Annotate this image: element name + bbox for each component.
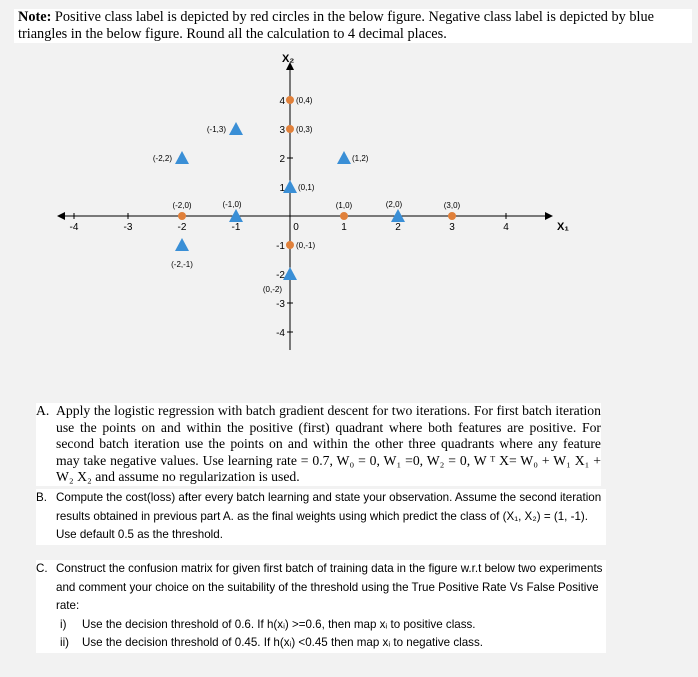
- point-label: (0,-1): [296, 241, 316, 250]
- y-tick-label: -4: [276, 328, 285, 339]
- x-tick-label: 2: [395, 222, 401, 233]
- point-label: (1,2): [352, 154, 369, 163]
- point-label: (-2,2): [152, 154, 172, 163]
- x-tick-label: 3: [449, 222, 455, 233]
- x-tick-label: -1: [231, 222, 241, 233]
- negative-point-marker: [175, 151, 189, 164]
- section-c-item-text: Use the decision threshold of 0.45. If h(xᵢ) <0.45 then map xᵢ to negative class.: [82, 636, 483, 649]
- x-tick-label: 0: [293, 222, 299, 233]
- note-label: Note:: [18, 9, 52, 25]
- positive-point-marker: [286, 241, 294, 249]
- section-c-item: [56, 634, 606, 653]
- section-b-text: Compute the cost(loss) after every batch learning and state your observation. Assume the second iteration results obtained in previous part A. as the final weights using which predict the class of (X₁, X₂) = (1, -1). Use default 0.5 as the threshold.: [56, 491, 602, 541]
- section-c-item-number: ii): [60, 636, 70, 649]
- section-c-letter: C.: [36, 562, 48, 575]
- x-tick-label: 4: [503, 222, 509, 233]
- x-tick-label: -3: [123, 222, 133, 233]
- positive-point-marker: [340, 212, 348, 220]
- point-label: (0,4): [296, 96, 313, 105]
- note-paragraph: [14, 9, 692, 43]
- section-c: [36, 560, 606, 653]
- point-label: (0,1): [298, 183, 315, 192]
- points-group: [153, 96, 461, 294]
- section-b: [36, 489, 606, 545]
- y-tick-label: 1: [279, 183, 285, 194]
- y-tick-label: 3: [279, 125, 285, 136]
- negative-point-marker: [283, 180, 297, 193]
- positive-point-marker: [286, 125, 294, 133]
- scatter-figure: [10, 48, 610, 378]
- x-tick-label: -4: [69, 222, 79, 233]
- point-label: (-2,0): [172, 201, 192, 210]
- x-axis-label: X₁: [557, 221, 569, 233]
- section-c-text: Construct the confusion matrix for given first batch of training data in the figure w.r.t below two experiments and comment your choice on the suitability of the threshold using the True Positive Rate Vs False Positive rate:: [56, 562, 603, 612]
- section-a-text: Apply the logistic regression with batch gradient descent for two iterations. For first batch iteration use the points on and within the positive (first) quadrant where both features are positive. For second batch iteration use the points on and within the other three quadrants where any feature may take negative values. Use learning rate = 0.7, W₀ = 0, W₁ =0, W₂ = 0, W ᵀ X= W₀ + W₁ X₁ + W₂ X₂ and assume no regularization is used.: [56, 403, 601, 484]
- point-label: (1,0): [335, 201, 353, 210]
- point-label: (-2,-1): [171, 260, 193, 269]
- section-a-letter: A.: [36, 403, 50, 418]
- section-c-item-text: Use the decision threshold of 0.6. If h(xᵢ) >=0.6, then map xᵢ to positive class.: [82, 617, 476, 631]
- section-a: [36, 403, 601, 486]
- point-label: (-1,3): [206, 125, 226, 134]
- negative-point-marker: [337, 151, 351, 164]
- negative-point-marker: [229, 122, 243, 135]
- point-label: (0,3): [296, 125, 313, 134]
- section-c-item: [56, 616, 606, 635]
- y-axis-label: X₂: [282, 53, 295, 65]
- y-tick-label: 4: [279, 96, 285, 107]
- x-tick-label: 1: [341, 222, 347, 233]
- scatter-plot: [10, 48, 610, 378]
- positive-point-marker: [286, 96, 294, 104]
- point-label: (0,-2): [262, 285, 282, 294]
- y-tick-label: -3: [276, 299, 285, 310]
- point-label: (3,0): [443, 201, 461, 210]
- positive-point-marker: [178, 212, 186, 220]
- x-axis-arrow-right: [545, 212, 553, 220]
- negative-point-marker: [283, 267, 297, 280]
- x-axis-arrow-left: [57, 212, 65, 220]
- section-b-letter: B.: [36, 491, 47, 504]
- y-tick-label: -1: [276, 241, 285, 252]
- y-tick-label: -2: [276, 270, 285, 281]
- x-tick-label: -2: [177, 222, 187, 233]
- y-tick-label: 2: [279, 154, 285, 165]
- point-label: (2,0): [385, 200, 403, 209]
- negative-point-marker: [175, 238, 189, 251]
- positive-point-marker: [448, 212, 456, 220]
- note-text: Positive class label is depicted by red circles in the below figure. Negative class label is depicted by blue triangles in the below figure. Round all the calculation to 4 decimal places.: [18, 9, 655, 42]
- section-c-item-number: i): [60, 617, 67, 631]
- point-label: (-1,0): [222, 200, 242, 209]
